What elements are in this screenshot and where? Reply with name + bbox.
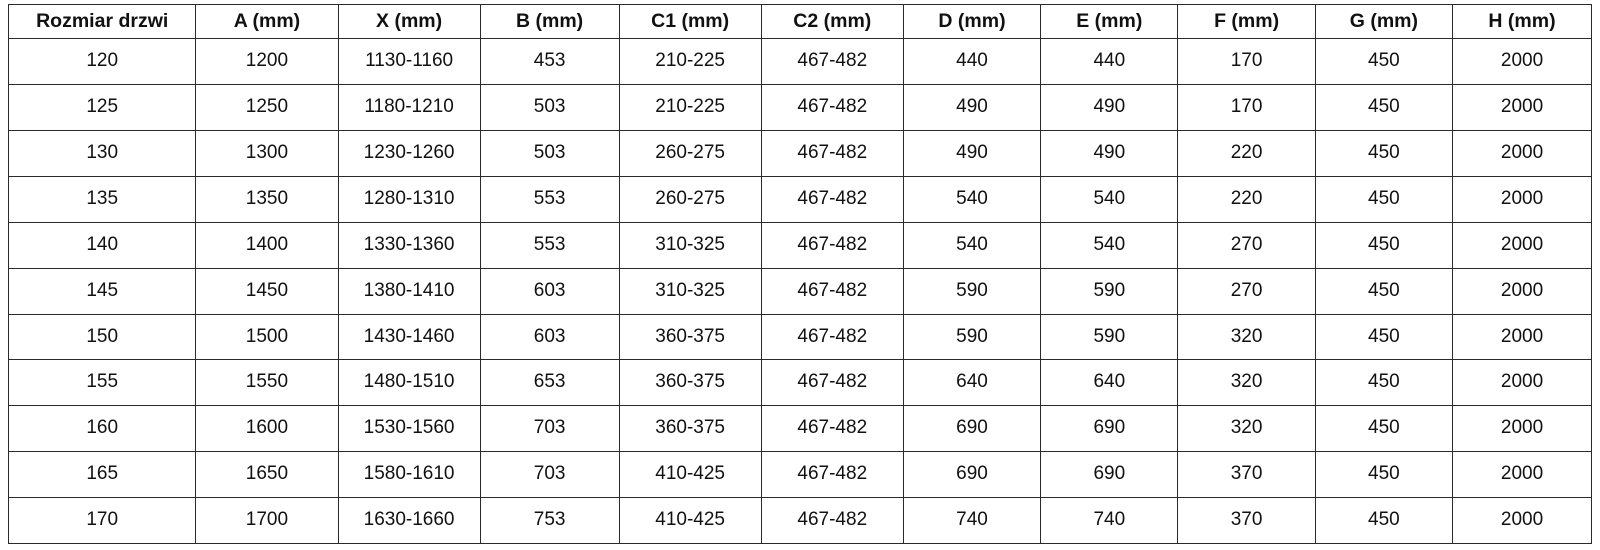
table-row [9, 406, 1592, 452]
cell-g: 450 [1315, 314, 1452, 360]
cell-c1: 210-225 [619, 39, 761, 85]
table-row [9, 268, 1592, 314]
column-header-b: B (mm) [480, 5, 619, 39]
cell-d: 490 [903, 85, 1040, 131]
cell-b: 553 [480, 222, 619, 268]
cell-d: 690 [903, 406, 1040, 452]
cell-rozmiar-drzwi: 120 [9, 39, 196, 85]
table-header-row [9, 5, 1592, 39]
cell-e: 740 [1041, 498, 1178, 544]
cell-h: 2000 [1453, 177, 1592, 223]
cell-h: 2000 [1453, 498, 1592, 544]
cell-d: 640 [903, 360, 1040, 406]
cell-c2: 467-482 [761, 498, 903, 544]
cell-g: 450 [1315, 406, 1452, 452]
cell-f: 320 [1178, 360, 1315, 406]
cell-d: 690 [903, 452, 1040, 498]
cell-e: 490 [1041, 85, 1178, 131]
cell-b: 503 [480, 131, 619, 177]
cell-f: 370 [1178, 498, 1315, 544]
cell-rozmiar-drzwi: 150 [9, 314, 196, 360]
cell-g: 450 [1315, 222, 1452, 268]
column-header-h: H (mm) [1453, 5, 1592, 39]
cell-g: 450 [1315, 177, 1452, 223]
cell-g: 450 [1315, 131, 1452, 177]
cell-d: 590 [903, 314, 1040, 360]
cell-c1: 260-275 [619, 131, 761, 177]
cell-c1: 410-425 [619, 452, 761, 498]
cell-c2: 467-482 [761, 268, 903, 314]
cell-x: 1530-1560 [338, 406, 480, 452]
cell-d: 540 [903, 177, 1040, 223]
cell-f: 270 [1178, 222, 1315, 268]
cell-a: 1550 [196, 360, 338, 406]
cell-b: 753 [480, 498, 619, 544]
cell-rozmiar-drzwi: 160 [9, 406, 196, 452]
cell-g: 450 [1315, 452, 1452, 498]
cell-c2: 467-482 [761, 314, 903, 360]
cell-g: 450 [1315, 39, 1452, 85]
cell-rozmiar-drzwi: 170 [9, 498, 196, 544]
cell-f: 170 [1178, 85, 1315, 131]
cell-d: 740 [903, 498, 1040, 544]
cell-x: 1280-1310 [338, 177, 480, 223]
cell-d: 540 [903, 222, 1040, 268]
table-row [9, 222, 1592, 268]
cell-a: 1450 [196, 268, 338, 314]
column-header-e: E (mm) [1041, 5, 1178, 39]
cell-c2: 467-482 [761, 177, 903, 223]
cell-a: 1700 [196, 498, 338, 544]
cell-f: 320 [1178, 406, 1315, 452]
cell-x: 1330-1360 [338, 222, 480, 268]
cell-x: 1180-1210 [338, 85, 480, 131]
column-header-c2: C2 (mm) [761, 5, 903, 39]
cell-h: 2000 [1453, 39, 1592, 85]
cell-h: 2000 [1453, 85, 1592, 131]
cell-b: 703 [480, 406, 619, 452]
cell-g: 450 [1315, 85, 1452, 131]
cell-c2: 467-482 [761, 131, 903, 177]
column-header-d: D (mm) [903, 5, 1040, 39]
cell-rozmiar-drzwi: 145 [9, 268, 196, 314]
cell-x: 1480-1510 [338, 360, 480, 406]
cell-f: 270 [1178, 268, 1315, 314]
table-header [9, 5, 1592, 39]
cell-c2: 467-482 [761, 452, 903, 498]
cell-e: 590 [1041, 268, 1178, 314]
cell-rozmiar-drzwi: 135 [9, 177, 196, 223]
column-header-rozmiar-drzwi: Rozmiar drzwi [9, 5, 196, 39]
cell-c2: 467-482 [761, 406, 903, 452]
cell-h: 2000 [1453, 131, 1592, 177]
cell-b: 603 [480, 268, 619, 314]
cell-x: 1580-1610 [338, 452, 480, 498]
cell-b: 453 [480, 39, 619, 85]
cell-a: 1300 [196, 131, 338, 177]
cell-f: 320 [1178, 314, 1315, 360]
cell-c2: 467-482 [761, 39, 903, 85]
cell-f: 370 [1178, 452, 1315, 498]
table-row [9, 39, 1592, 85]
cell-a: 1400 [196, 222, 338, 268]
cell-a: 1600 [196, 406, 338, 452]
cell-c2: 467-482 [761, 222, 903, 268]
cell-a: 1650 [196, 452, 338, 498]
cell-e: 440 [1041, 39, 1178, 85]
table-row [9, 314, 1592, 360]
cell-b: 553 [480, 177, 619, 223]
cell-rozmiar-drzwi: 165 [9, 452, 196, 498]
cell-rozmiar-drzwi: 130 [9, 131, 196, 177]
cell-a: 1500 [196, 314, 338, 360]
cell-c1: 260-275 [619, 177, 761, 223]
cell-d: 490 [903, 131, 1040, 177]
cell-c1: 360-375 [619, 406, 761, 452]
cell-d: 440 [903, 39, 1040, 85]
column-header-f: F (mm) [1178, 5, 1315, 39]
cell-g: 450 [1315, 268, 1452, 314]
cell-c1: 210-225 [619, 85, 761, 131]
column-header-x: X (mm) [338, 5, 480, 39]
cell-h: 2000 [1453, 452, 1592, 498]
cell-x: 1130-1160 [338, 39, 480, 85]
cell-e: 540 [1041, 222, 1178, 268]
column-header-g: G (mm) [1315, 5, 1452, 39]
cell-h: 2000 [1453, 406, 1592, 452]
cell-h: 2000 [1453, 360, 1592, 406]
cell-c1: 410-425 [619, 498, 761, 544]
cell-g: 450 [1315, 498, 1452, 544]
cell-x: 1380-1410 [338, 268, 480, 314]
cell-f: 220 [1178, 177, 1315, 223]
cell-e: 540 [1041, 177, 1178, 223]
cell-c1: 360-375 [619, 314, 761, 360]
cell-e: 690 [1041, 406, 1178, 452]
column-header-a: A (mm) [196, 5, 338, 39]
cell-rozmiar-drzwi: 155 [9, 360, 196, 406]
cell-a: 1250 [196, 85, 338, 131]
cell-rozmiar-drzwi: 125 [9, 85, 196, 131]
cell-b: 503 [480, 85, 619, 131]
cell-x: 1230-1260 [338, 131, 480, 177]
table-row [9, 85, 1592, 131]
cell-c1: 310-325 [619, 268, 761, 314]
cell-f: 170 [1178, 39, 1315, 85]
cell-c2: 467-482 [761, 85, 903, 131]
column-header-c1: C1 (mm) [619, 5, 761, 39]
table-row [9, 360, 1592, 406]
cell-d: 590 [903, 268, 1040, 314]
cell-a: 1350 [196, 177, 338, 223]
cell-f: 220 [1178, 131, 1315, 177]
table-row [9, 452, 1592, 498]
cell-x: 1430-1460 [338, 314, 480, 360]
cell-b: 653 [480, 360, 619, 406]
cell-c2: 467-482 [761, 360, 903, 406]
cell-x: 1630-1660 [338, 498, 480, 544]
cell-e: 490 [1041, 131, 1178, 177]
cell-a: 1200 [196, 39, 338, 85]
table-row [9, 498, 1592, 544]
cell-rozmiar-drzwi: 140 [9, 222, 196, 268]
cell-h: 2000 [1453, 222, 1592, 268]
cell-b: 603 [480, 314, 619, 360]
cell-h: 2000 [1453, 314, 1592, 360]
cell-h: 2000 [1453, 268, 1592, 314]
table-body [9, 39, 1592, 544]
cell-c1: 360-375 [619, 360, 761, 406]
table-row [9, 177, 1592, 223]
cell-e: 690 [1041, 452, 1178, 498]
cell-g: 450 [1315, 360, 1452, 406]
door-size-specification-table [8, 4, 1592, 544]
cell-e: 640 [1041, 360, 1178, 406]
table-row [9, 131, 1592, 177]
cell-b: 703 [480, 452, 619, 498]
cell-e: 590 [1041, 314, 1178, 360]
cell-c1: 310-325 [619, 222, 761, 268]
